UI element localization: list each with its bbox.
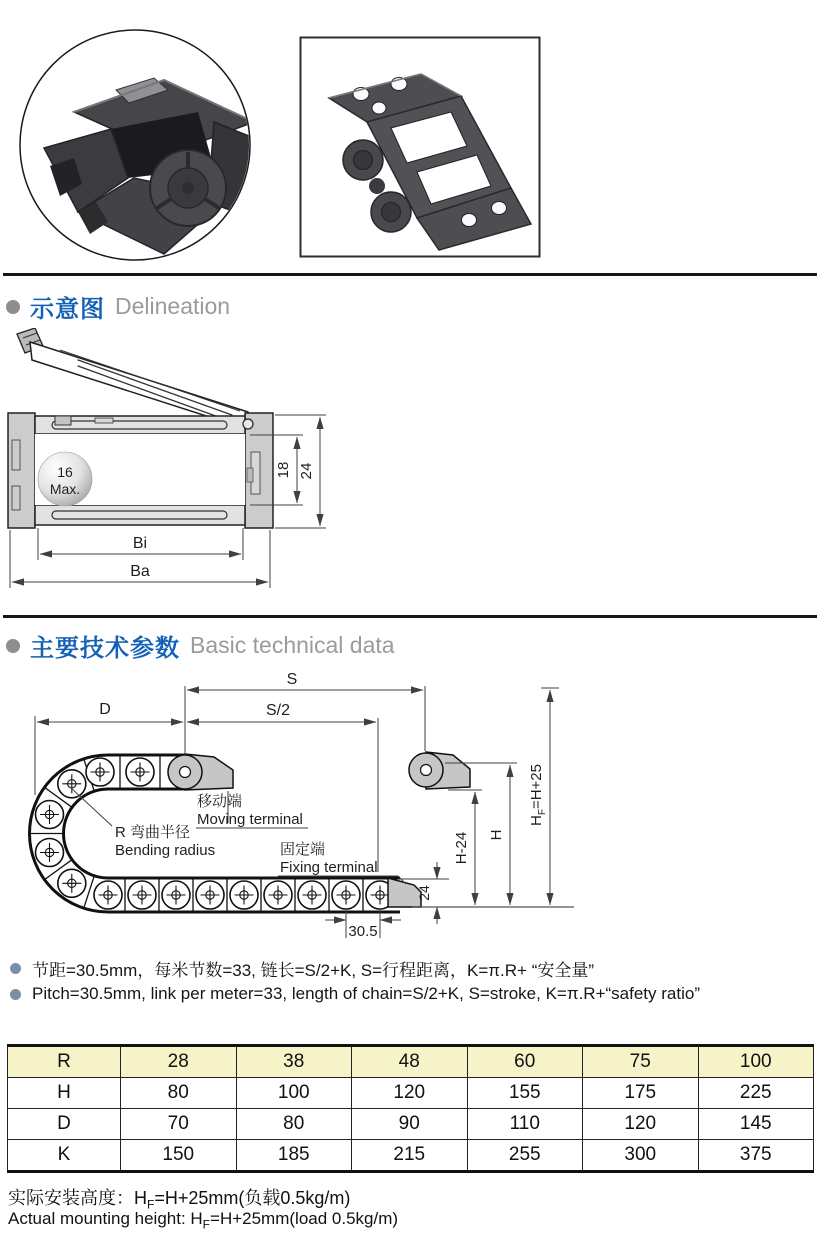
table-header-cell: 75: [583, 1046, 699, 1078]
mounting-height-en: [8, 1209, 398, 1231]
dim-24-label: 24: [416, 885, 432, 901]
table-cell: 150: [121, 1140, 237, 1172]
divider-top: [3, 273, 817, 276]
bending-radius-label-en: Bending radius: [115, 842, 216, 859]
mounting-height-zh-text: 实际安装高度：H: [8, 1188, 147, 1208]
table-header-cell: 38: [236, 1046, 352, 1078]
table-header-cell: R: [8, 1046, 121, 1078]
dim-bi-label: Bi: [132, 535, 148, 552]
extended-terminal-bracket: [409, 752, 470, 789]
table-cell: 375: [698, 1140, 814, 1172]
table-row-h: [8, 1078, 814, 1109]
section-bullet-icon: [6, 300, 20, 314]
table-cell: 225: [698, 1078, 814, 1109]
section-title-zh: 主要技术参数: [30, 635, 180, 662]
subscript-f: F: [147, 1197, 155, 1212]
table-cell: 145: [698, 1109, 814, 1140]
product-photo-circle: [16, 26, 254, 264]
section-header-delineation: [6, 289, 230, 324]
subscript-f: F: [202, 1217, 211, 1232]
divider-middle: [3, 615, 817, 618]
table-cell: 175: [583, 1078, 699, 1109]
fixing-terminal-label-zh: 固定端: [280, 841, 326, 858]
diagram-callouts: [70, 787, 406, 884]
table-cell: 120: [583, 1109, 699, 1140]
moving-terminal-bracket: [168, 754, 233, 790]
table-cell: 215: [352, 1140, 468, 1172]
table-header-row: [8, 1046, 814, 1078]
note-bullet-icon: [10, 989, 21, 1000]
note-pitch-zh-text: 节距=30.5mm，每米节数=33, 链长=S/2+K, S=行程距离，K=π.R+ “安全量”: [32, 961, 595, 980]
section-title-zh: 示意图: [30, 296, 105, 323]
table-cell: K: [8, 1140, 121, 1172]
open-lid: [17, 328, 250, 430]
table-row-d: [8, 1109, 814, 1140]
table-header-cell: 48: [352, 1046, 468, 1078]
ball-label-max: Max.: [49, 481, 81, 497]
table-cell: 80: [236, 1109, 352, 1140]
section-bullet-icon: [6, 639, 20, 653]
delineation-drawing: [0, 328, 345, 600]
table-header-cell: 28: [121, 1046, 237, 1078]
note-pitch-en: [10, 984, 700, 1004]
fixing-terminal-label-en: Fixing terminal: [280, 859, 378, 876]
spec-table: [7, 1044, 814, 1173]
table-cell: 90: [352, 1109, 468, 1140]
table-header-cell: 100: [698, 1046, 814, 1078]
dim-s-label: S: [286, 671, 298, 688]
dim-h24-label: H-24: [453, 831, 470, 865]
bending-radius-label-zh: R 弯曲半径: [115, 824, 191, 841]
section-title-en: Basic technical data: [190, 632, 395, 658]
table-cell: 100: [236, 1078, 352, 1109]
mounting-height-en-rest: =H+25mm(load 0.5kg/m): [210, 1209, 399, 1228]
chain-installation-diagram: [0, 655, 600, 950]
table-row-k: [8, 1140, 814, 1172]
dim-s2-label: S/2: [265, 702, 291, 719]
table-cell: 120: [352, 1078, 468, 1109]
dim-hf-label: $H_F=H+25$: [528, 764, 548, 826]
section-title-en: Delineation: [115, 293, 231, 319]
dim-d-label: D: [99, 701, 111, 718]
dim-pitch-label: 30.5: [348, 923, 378, 940]
table-cell: H: [8, 1078, 121, 1109]
mounting-height-en-text: Actual mounting height: H: [8, 1209, 203, 1228]
moving-terminal-label-en: Moving terminal: [197, 811, 303, 828]
note-bullet-icon: [10, 963, 21, 974]
table-cell: 110: [467, 1109, 583, 1140]
dim-ba-label: Ba: [130, 563, 150, 580]
ball-label-16: 16: [57, 464, 73, 480]
table-cell: 300: [583, 1140, 699, 1172]
table-cell: 255: [467, 1140, 583, 1172]
table-cell: 70: [121, 1109, 237, 1140]
mounting-height-zh: [8, 1184, 350, 1212]
dim-24-label: 24: [298, 462, 315, 480]
table-cell: 155: [467, 1078, 583, 1109]
table-cell: D: [8, 1109, 121, 1140]
mounting-height-zh-rest: =H+25mm(负载0.5kg/m): [154, 1188, 351, 1208]
dim-h-label: H: [488, 829, 505, 841]
table-cell: 80: [121, 1078, 237, 1109]
table-cell: 185: [236, 1140, 352, 1172]
moving-terminal-label-zh: 移动端: [197, 793, 243, 810]
table-header-cell: 60: [467, 1046, 583, 1078]
max-cable-ball: [38, 452, 92, 506]
dim-18-label: 18: [275, 461, 292, 479]
note-pitch-en-text: Pitch=30.5mm, link per meter=33, length of chain=S/2+K, S=stroke, K=π.R+“safety ratio”: [32, 984, 700, 1003]
product-photo-rect: [299, 36, 541, 258]
note-pitch-zh: [10, 956, 594, 981]
